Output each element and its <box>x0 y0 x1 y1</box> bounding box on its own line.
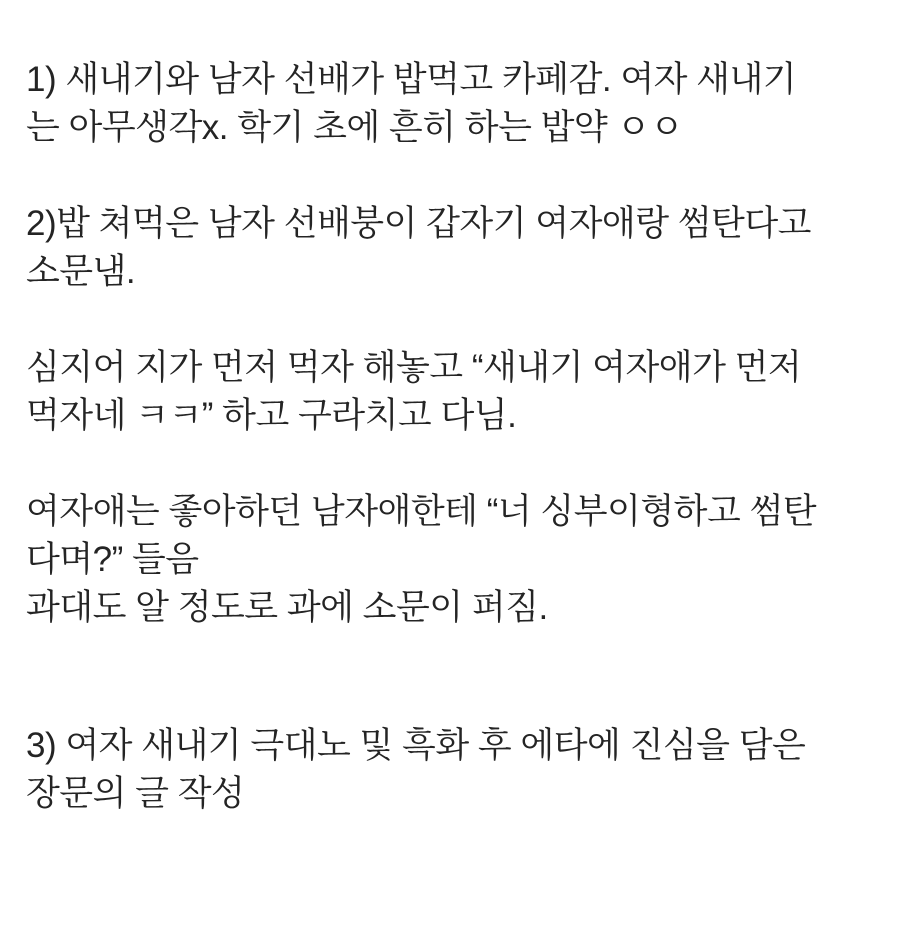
text-line: 여자애는 좋아하던 남자애한테 “너 싱부이형하고 썸탄 <box>26 492 817 531</box>
paragraph <box>26 488 874 632</box>
paragraph <box>26 56 874 152</box>
text-line: 먹자네 ㅋㅋ” 하고 구라치고 다님. <box>26 396 517 435</box>
text-line: 2)밥 쳐먹은 남자 선배붕이 갑자기 여자애랑 썸탄다고 <box>26 204 811 243</box>
text-line: 다며?” 들음 <box>26 540 199 579</box>
text-line: 1) 새내기와 남자 선배가 밥먹고 카페감. 여자 새내기 <box>26 60 797 99</box>
text-line: 3) 여자 새내기 극대노 및 흑화 후 에타에 진심을 담은 <box>26 726 806 765</box>
text-line: 장문의 글 작성 <box>26 774 245 813</box>
text-line: 과대도 알 정도로 과에 소문이 퍼짐. <box>26 588 548 627</box>
text-line: 소문냄. <box>26 252 136 291</box>
paragraph <box>26 344 874 440</box>
text-line: 는 아무생각x. 학기 초에 흔히 하는 밥약 ㅇㅇ <box>26 108 684 147</box>
paragraph <box>26 722 874 818</box>
paragraph <box>26 200 874 296</box>
text-line: 심지어 지가 먼저 먹자 해놓고 “새내기 여자애가 먼저 <box>26 348 802 387</box>
